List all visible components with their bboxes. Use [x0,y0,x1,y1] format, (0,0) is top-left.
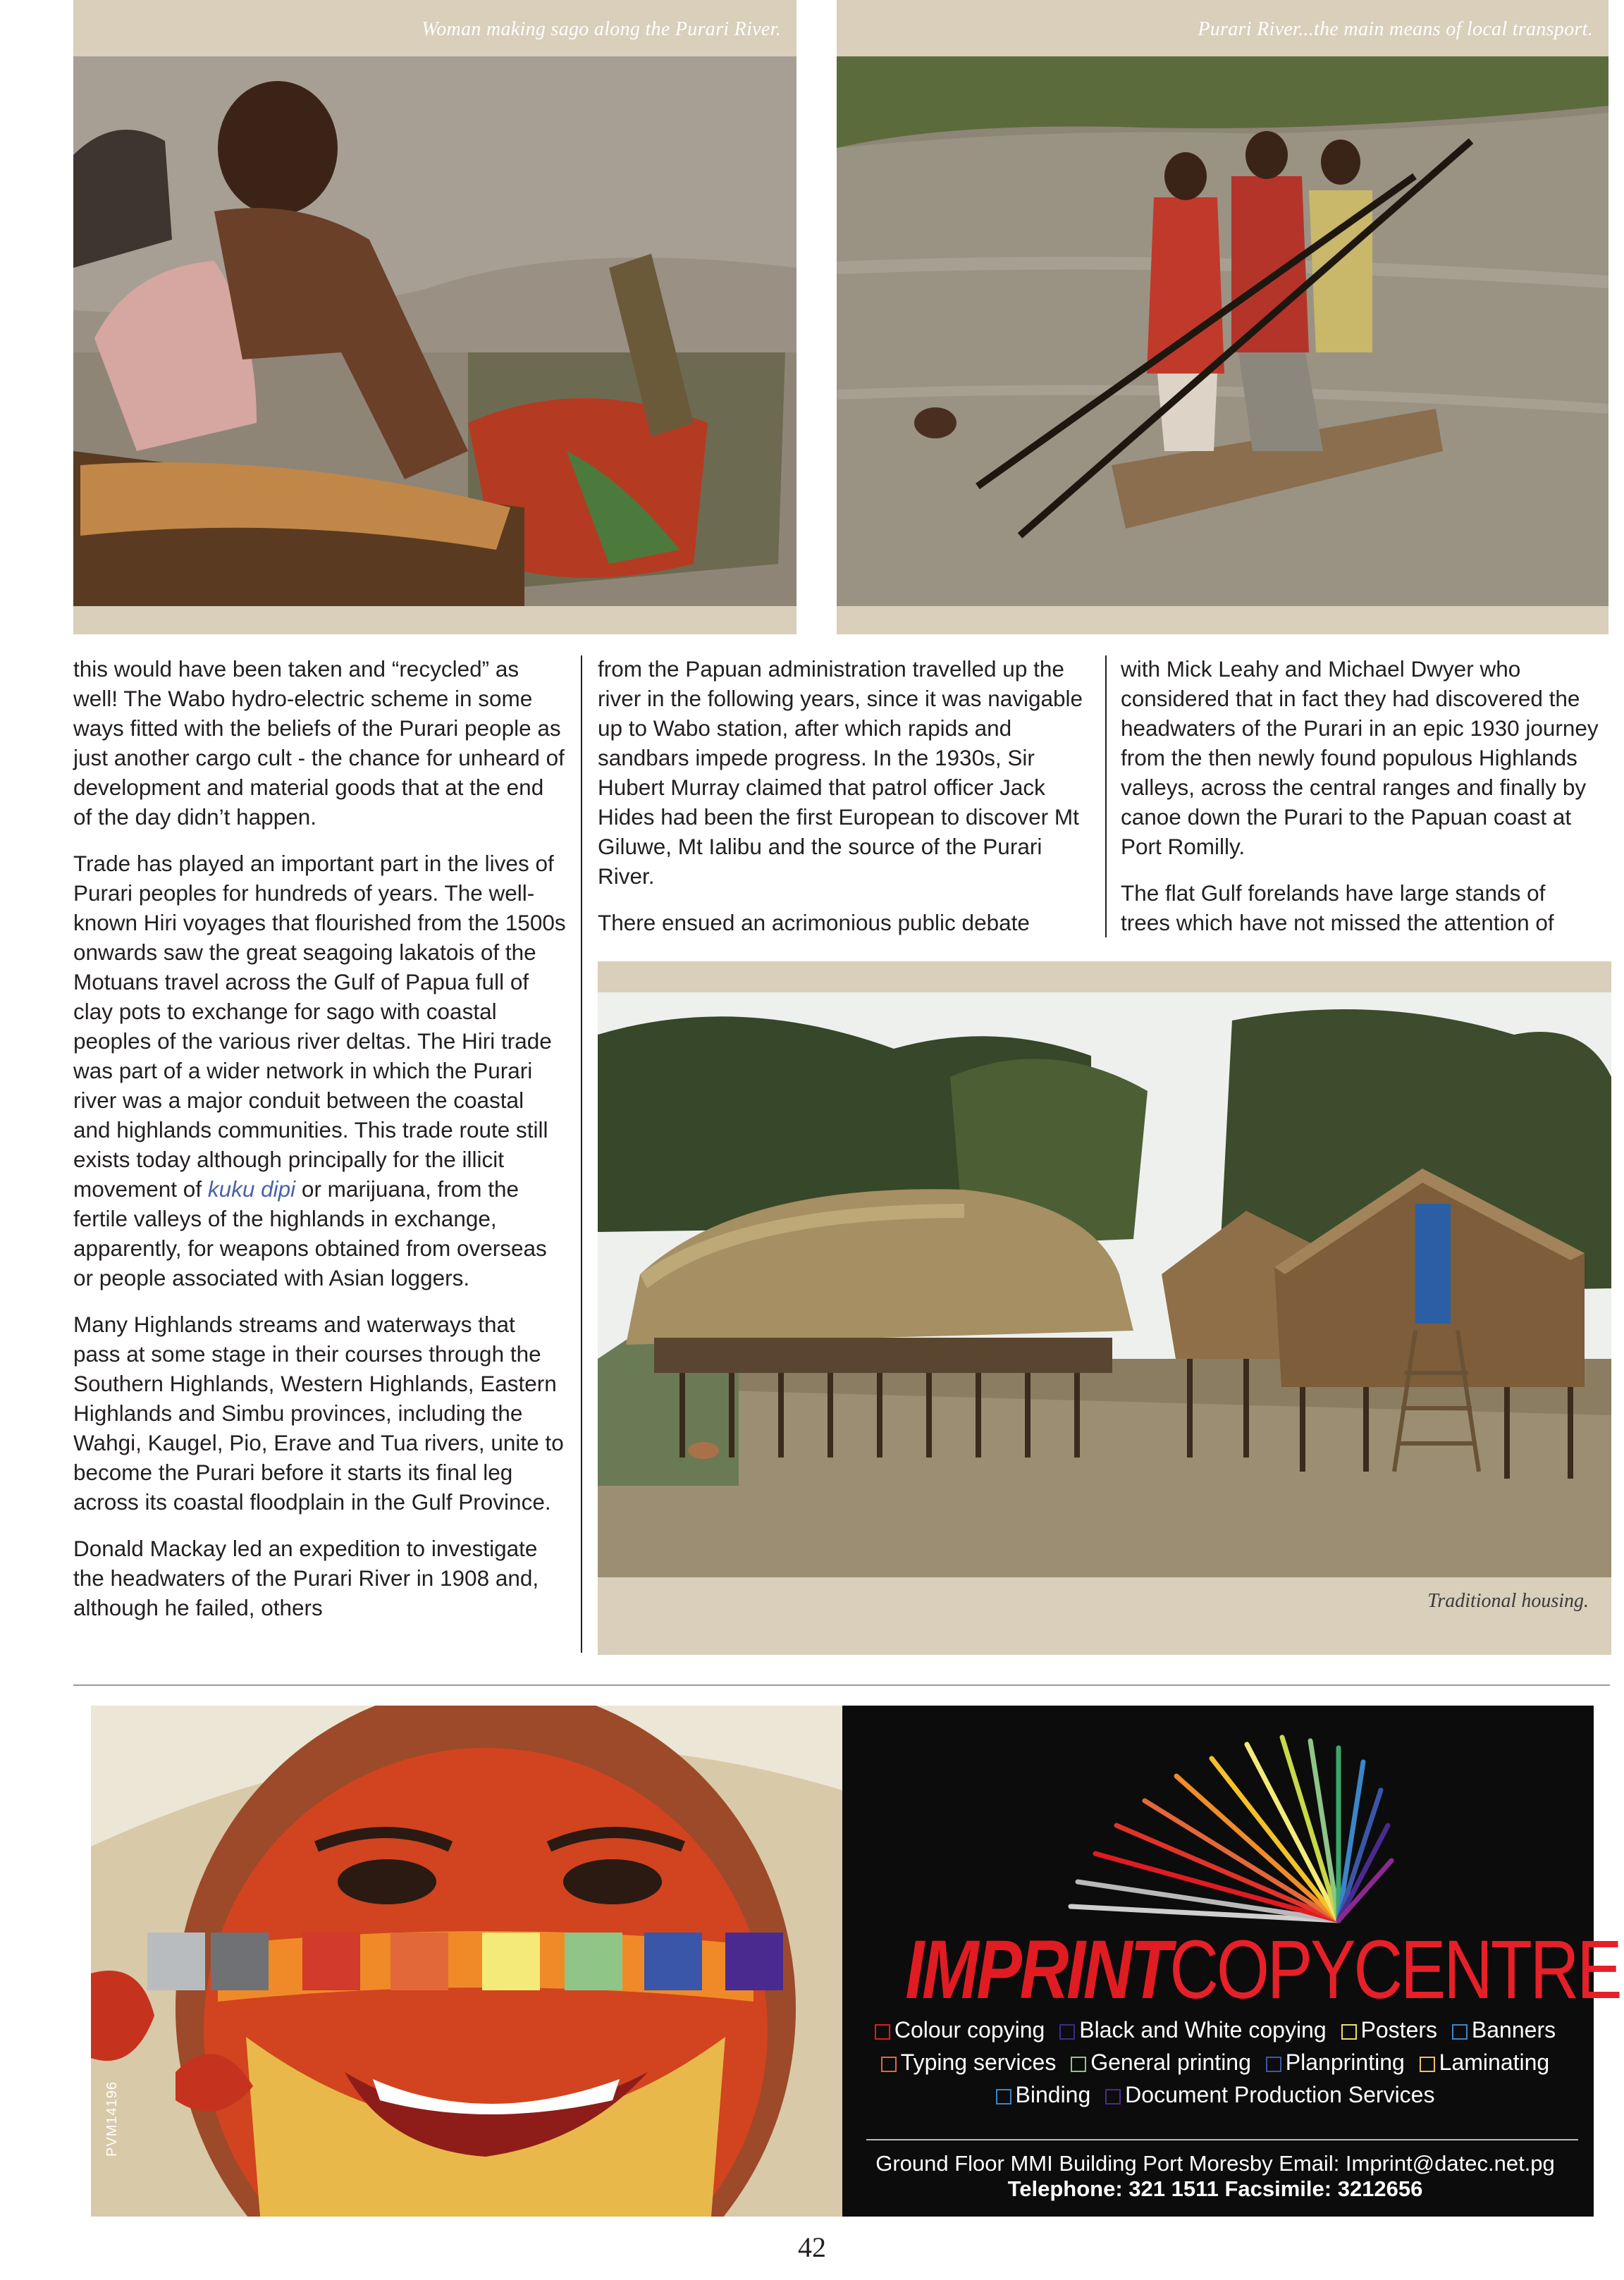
sago-making-photo [73,56,796,606]
photo-caption: Woman making sago along the Purari River. [422,18,781,40]
imprint-copycentre-wordmark: IMPRINTCOPYCENTRE [905,1923,1620,2016]
photo-sago-frame [73,0,796,634]
paragraph: Trade has played an important part in the lives of Purari peoples for hundreds of years. The well-known Hiri voyages that flourished from the 1500s onwards saw the great seagoing lakatois of the Motuans travel across the Gulf of Papua full of clay pots to exchange for sago with coastal peoples of the various river deltas. The Hiri trade was part of a wider network in which the Purari river was a major conduit between the coastal and highlands communities. This trade route still exists today although principally for the illicit movement of kuku dipi or marijuana, from the fertile valleys of the highlands in exchange, apparently, for weapons obtained from overseas or people associated with Asian loggers. [73,851,566,1290]
service-item: Colour copying [875,2017,1045,2042]
paragraph: The flat Gulf forelands have large stands of trees which have not missed the attention of [1121,880,1554,935]
paragraph: with Mick Leahy and Michael Dwyer who considered that in fact they had discovered the headwaters of the Purari in an epic 1930 journey from the then newly found populous Highlands valleys, across the central ranges and finally by canoe down the Purari to the Papuan coast at Port Romilly. [1121,656,1599,859]
text-column-1 [73,654,567,1639]
color-swatch [644,1933,702,1990]
checkbox-icon [881,2057,897,2072]
paragraph: Many Highlands streams and waterways that pass at some stage in their courses through the Southern Highlands, Western Highlands, Eastern Highlands and Simbu provinces, including the Wahgi, Kaugel, Pio, Erave and Tua rivers, unite to become the Purari before it starts its final leg across its coastal floodplain in the Gulf Province. [73,1312,564,1515]
advert-divider [866,2139,1578,2140]
service-item: Laminating [1420,2050,1550,2075]
checkbox-icon [996,2089,1011,2105]
rainbow-fan-logo [1028,1734,1395,1924]
services-row [852,2017,1578,2043]
color-swatch [482,1933,540,1990]
column-divider [581,655,582,1653]
page-number: 42 [798,2231,826,2263]
checkbox-icon [1266,2057,1281,2072]
service-item: Black and White copying [1059,2017,1326,2042]
photo-housing-frame [598,961,1611,1655]
italic-term: kuku dipi [207,1176,296,1202]
section-divider [73,1684,1610,1686]
paragraph: There ensued an acrimonious public debate [598,910,1030,935]
paragraph: from the Papuan administration travelled up the river in the following years, since it was navigable up to Wabo station, after which rapids and sandbars impede progress. In the 1930s, Sir Hubert Murray claimed that patrol officer Jack Hides had been the first European to discover Mt Giluwe, Mt Ialibu and the source of the Purari River. [598,656,1083,889]
paragraph: Donald Mackay led an expedition to investigate the headwaters of the Purari River in 1908 and, although he failed, others [73,1536,539,1620]
color-swatch [390,1933,448,1990]
checkbox-icon [1452,2024,1468,2040]
checkbox-icon [1071,2057,1086,2072]
checkbox-icon [1105,2089,1121,2105]
color-swatch [147,1933,205,1990]
text-column-3 [1121,654,1600,954]
checkbox-icon [1420,2057,1435,2072]
service-item: Typing services [881,2050,1057,2075]
advert-contact [852,2151,1578,2202]
services-row [852,2082,1578,2108]
column-divider [1105,655,1107,937]
services-row [852,2050,1578,2076]
color-swatch [302,1933,360,1990]
advert-code: PVM14196 [104,2081,120,2157]
text-column-2 [598,654,1091,954]
photo-caption: Traditional housing. [1427,1590,1589,1612]
photo-canoe-frame [837,0,1608,634]
checkbox-icon [1341,2024,1357,2040]
checkbox-icon [1059,2024,1075,2040]
imprint-copycentre-advert [91,1706,1620,2217]
advert-telephone: Telephone: 321 1511 Facsimile: 3212656 [1007,2176,1423,2201]
paragraph: this would have been taken and “recycled” as well! The Wabo hydro-electric scheme in some ways fitted with the beliefs of the Purari people as just another cargo cult - the chance for unheard of development and material goods that at the end of the day didn’t happen. [73,656,565,830]
advert-face-photo [91,1706,842,2217]
river-canoe-photo [837,56,1608,606]
checkbox-icon [875,2024,890,2040]
service-item: Document Production Services [1105,2082,1434,2107]
color-swatch [211,1933,269,1990]
service-item: Banners [1452,2017,1556,2042]
service-item: General printing [1071,2050,1251,2075]
traditional-housing-photo [598,992,1611,1577]
advert-address: Ground Floor MMI Building Port Moresby Email: Imprint@datec.net.pg [875,2151,1555,2176]
service-item: Posters [1341,2017,1437,2042]
service-item: Planprinting [1266,2050,1405,2075]
color-swatch [565,1933,622,1990]
photo-caption: Purari River...the main means of local transport. [1198,18,1593,40]
service-item: Binding [996,2082,1091,2107]
color-swatch [725,1933,783,1990]
